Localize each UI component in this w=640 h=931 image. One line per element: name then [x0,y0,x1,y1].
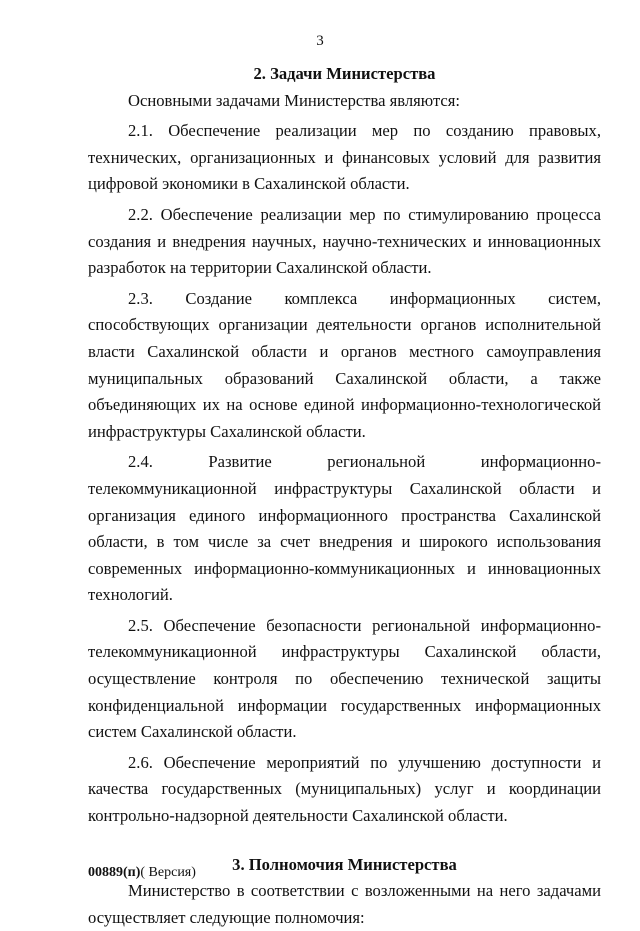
task-item-2-3: 2.3. Создание комплекса информационных систем, способствующих организации деятельности органов исполнительной власти Сахалинской области и органов местного самоуправления муниципальных образований Сахалинской области, а также объединяющих их на основе единой информационно-технологической инфраструктуры Сахалинской области. [88,288,601,441]
task-item-2-6: 2.6. Обеспечение мероприятий по улучшению доступности и качества государственных (муниципальных) услуг и координации контрольно-надзорной деятельности Сахалинской области. [88,752,601,826]
task-item-2-1: 2.1. Обеспечение реализации мер по созданию правовых, технических, организационных и финансовых условий для развития цифровой экономики в Сахалинской области. [88,121,601,194]
document-body [88,61,601,931]
page-number: 3 [316,33,324,49]
section-2-heading: 2. Задачи Министерства [253,64,436,83]
task-item-2-5: 2.5. Обеспечение безопасности региональной информационно-телекоммуникационной инфраструктуры Сахалинской области, осуществление контроля по обеспечению технической защиты конфиденциальной информации государственных информационных систем Сахалинской области. [88,615,601,742]
document-code: 00889(п) [88,865,141,880]
section-3-heading: 3. Полномочия Министерства [232,854,457,874]
section-2-intro: Основными задачами Министерства являются: [128,90,461,110]
task-item-2-4: 2.4. Развитие региональной информационно-телекоммуникационной инфраструктуры Сахалинской области и организация единого информационного пространства Сахалинской области, в том числе за счет внедрения и широкого использования современных информационно-коммуникационных и инновационных технологий. [88,452,601,605]
task-item-2-2: 2.2. Обеспечение реализации мер по стимулированию процесса создания и внедрения научных, научно-технических и инновационных разработок на территории Сахалинской области. [88,204,601,278]
document-version: ( Версия) [140,865,196,880]
document-footer [88,865,196,881]
section-3-intro: Министерство в соответствии с возложенными на него задачами осуществляет следующие полномочия: [88,881,601,927]
